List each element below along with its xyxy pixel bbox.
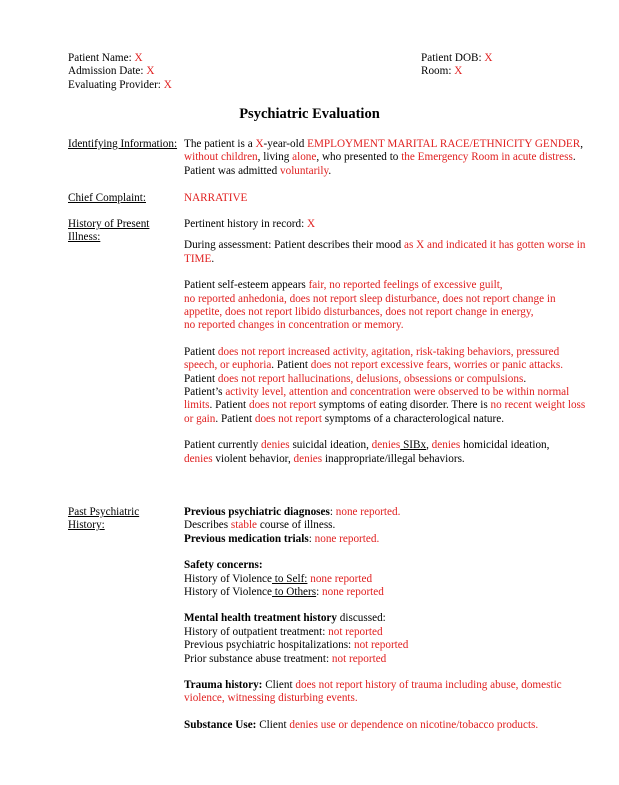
patient-name-line [68, 52, 172, 65]
header-left [68, 52, 172, 92]
substance-use: Substance Use: Client denies use or dependence on nicotine/tobacco products. [184, 718, 539, 731]
hpi-pertinent-history: Pertinent history in record: X [184, 218, 316, 230]
safety-concerns-heading: Safety concerns: [184, 559, 263, 572]
identifying-content: The patient is a X-year-old EMPLOYMENT MARITAL RACE/ETHNICITY GENDER, without children, living alone, who presented to the Emergency Room in acute distress. Patient was admitted voluntarily. [184, 138, 583, 177]
admission-date-line [68, 65, 172, 78]
hpi-mood: During assessment: Patient describes their mood as X and indicated it has gotten worse in TIME. [184, 239, 586, 265]
patient-name-value: X [134, 52, 143, 64]
patient-dob-line [421, 52, 493, 65]
identifying-label: Identifying Information: [68, 138, 178, 150]
hpi-content [184, 218, 589, 466]
patient-dob-label: Patient DOB: [421, 52, 482, 64]
violence-to-self: History of Violence to Self: none reported [184, 572, 373, 585]
psych-hospitalizations: Previous psychiatric hospitalizations: not reported [184, 639, 409, 652]
admission-date-value: X [146, 65, 155, 78]
hpi-self-esteem: Patient self-esteem appears fair, no reported feelings of excessive guilt, no reported anhedonia, does not report sleep disturbance, does not report change in appetite, does not report libido disturbances, does not report change in energy, no reported changes in concentration or memory. [184, 279, 556, 332]
violence-to-others: History of Violence to Others: none reported [184, 586, 384, 599]
past-psych-content [184, 506, 589, 732]
outpatient-treatment: History of outpatient treatment: not reported [184, 625, 383, 638]
mh-treatment-heading: Mental health treatment history discussed: [184, 612, 386, 625]
hpi-risk: Patient currently denies suicidal ideation, denies SIBx, denies homicidal ideation, denies violent behavior, denies inappropriate/illegal behaviors. [184, 439, 550, 465]
hpi-symptoms: Patient does not report increased activity, agitation, risk-taking behaviors, pressured speech, or euphoria. Patient does not report excessive fears, worries or panic attacks. Patient does not report hallucinations, delusions, obsessions or compulsions. Patient’s activity level, attention and concentration were observed to be within normal limits. Patient does not report symptoms of eating disorder. There is no recent weight loss or gain. Patient does not report symptoms of a characterological nature. [184, 345, 586, 425]
substance-abuse-treatment: Prior substance abuse treatment: not reported [184, 652, 387, 665]
evaluating-provider-label: Evaluating Provider: [68, 78, 161, 91]
evaluating-provider-line [68, 79, 172, 92]
prev-medication: Previous medication trials: none reported. [184, 532, 380, 545]
room-line [421, 65, 493, 78]
room-value: X [454, 65, 463, 78]
patient-name-label: Patient Name: [68, 52, 132, 64]
hpi-label: History of Present Illness: [68, 218, 150, 244]
past-psych-label: Past Psychiatric History: [68, 506, 140, 532]
page-title: Psychiatric Evaluation [239, 106, 380, 122]
header-right [421, 52, 493, 79]
patient-dob-value: X [484, 52, 493, 64]
course-of-illness: Describes stable course of illness. [184, 519, 336, 532]
chief-complaint-label: Chief Complaint: [68, 192, 146, 204]
prev-diagnoses: Previous psychiatric diagnoses: none reported. [184, 506, 401, 518]
evaluating-provider-value: X [163, 78, 172, 91]
trauma-history: Trauma history: Client does not report history of trauma including abuse, domestic violence, witnessing disturbing events. [184, 679, 562, 705]
chief-complaint-value: NARRATIVE [184, 192, 248, 204]
room-label: Room: [421, 65, 452, 78]
admission-date-label: Admission Date: [68, 65, 144, 78]
